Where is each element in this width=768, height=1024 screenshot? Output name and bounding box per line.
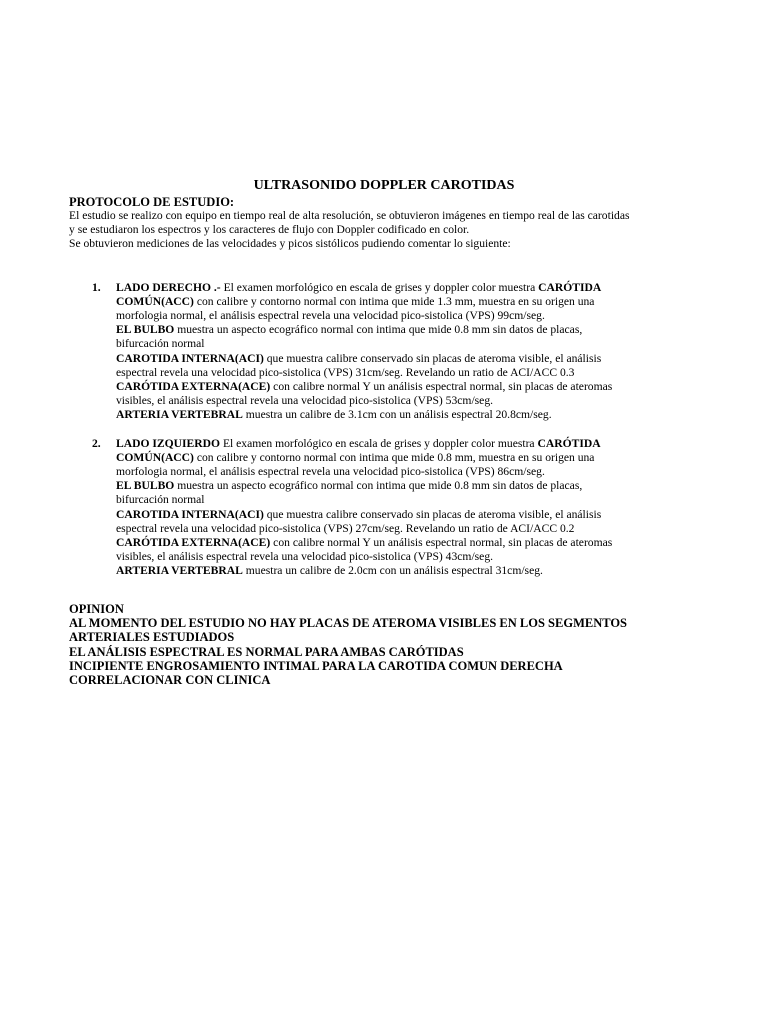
intro-line: y se estudiaron los espectros y los caracteres de flujo con Doppler codificado en color.: [69, 223, 470, 237]
finding-line: espectral revela una velocidad pico-sistolica (VPS) 31cm/seg. Revelando un ratio de ACI/ACC 0.3: [116, 365, 575, 379]
vessel-label: COMÚN(ACC): [116, 294, 194, 308]
finding-line: [116, 437, 699, 451]
finding-line: [116, 323, 699, 337]
finding-text: con calibre normal Y un análisis espectral normal, sin placas de ateromas: [270, 380, 613, 394]
finding-line: [116, 564, 699, 578]
finding-text: que muestra calibre conservado sin placas de ateroma visible, el análisis: [263, 351, 602, 365]
vessel-label: CARÓTIDA: [538, 280, 602, 294]
finding-text: muestra un aspecto ecográfico normal con intima que mide 0.8 mm sin datos de placas,: [174, 479, 583, 493]
vessel-label: COMÚN(ACC): [116, 450, 194, 464]
finding-line: [116, 352, 699, 366]
vessel-label: ARTERIA VERTEBRAL: [116, 564, 243, 578]
finding-text: El examen morfológico en escala de grises y doppler color muestra: [220, 280, 539, 294]
opinion-section: [69, 602, 699, 688]
vessel-label: CARÓTIDA EXTERNA(ACE): [116, 380, 271, 394]
finding-line: visibles, el análisis espectral revela una velocidad pico-sistolica (VPS) 53cm/seg.: [116, 394, 494, 408]
finding-line: [116, 281, 699, 295]
finding-line: [116, 295, 699, 309]
finding-line: [116, 508, 699, 522]
finding-line: bifurcación normal: [116, 337, 205, 351]
finding-line: [116, 408, 699, 422]
vessel-label: CARÓTIDA EXTERNA(ACE): [116, 536, 271, 550]
finding-line: [116, 536, 699, 550]
side-label: LADO DERECHO .-: [116, 280, 221, 294]
finding-text: muestra un calibre de 3.1cm con un análisis espectral 20.8cm/seg.: [242, 408, 552, 422]
finding-right-side: [69, 281, 699, 423]
opinion-heading: OPINION: [69, 601, 124, 616]
opinion-line: EL ANÁLISIS ESPECTRAL ES NORMAL PARA AMBAS CARÓTIDAS: [69, 644, 464, 659]
finding-line: morfologia normal, el análisis espectral revela una velocidad pico-sistolica (VPS) 99cm/seg.: [116, 309, 545, 323]
intro-line: El estudio se realizo con equipo en tiempo real de alta resolución, se obtuvieron imágenes en tiempo real de las carotidas: [69, 209, 630, 222]
finding-text: muestra un aspecto ecográfico normal con intima que mide 0.8 mm sin datos de placas,: [174, 323, 583, 337]
finding-left-side: [69, 437, 699, 579]
report-page: [69, 178, 699, 687]
finding-line: [116, 451, 699, 465]
opinion-line: AL MOMENTO DEL ESTUDIO NO HAY PLACAS DE ATEROMA VISIBLES EN LOS SEGMENTOS: [69, 615, 628, 630]
finding-text: con calibre normal Y un análisis espectral normal, sin placas de ateromas: [270, 536, 613, 550]
finding-line: espectral revela una velocidad pico-sistolica (VPS) 27cm/seg. Revelando un ratio de ACI/ACC 0.2: [116, 521, 575, 535]
finding-line: [116, 479, 699, 493]
finding-line: morfologia normal, el análisis espectral revela una velocidad pico-sistolica (VPS) 86cm/seg.: [116, 465, 545, 479]
finding-line: [116, 380, 699, 394]
finding-line: visibles, el análisis espectral revela una velocidad pico-sistolica (VPS) 43cm/seg.: [116, 550, 494, 564]
vessel-label: EL BULBO: [116, 323, 175, 337]
list-number: 2.: [92, 436, 101, 450]
finding-line: bifurcación normal: [116, 493, 205, 507]
list-number: 1.: [92, 280, 101, 294]
vessel-label: CAROTIDA INTERNA(ACI): [116, 351, 264, 365]
opinion-line: ARTERIALES ESTUDIADOS: [69, 630, 235, 645]
vessel-label: EL BULBO: [116, 479, 175, 493]
opinion-line: CORRELACIONAR CON CLINICA: [69, 673, 271, 688]
finding-text: con calibre y contorno normal con intima que mide 1.3 mm, muestra en su origen una: [193, 294, 595, 308]
vessel-label: CAROTIDA INTERNA(ACI): [116, 507, 264, 521]
vessel-label: CARÓTIDA: [537, 436, 601, 450]
side-label: LADO IZQUIERDO: [116, 436, 221, 450]
findings-list: [69, 281, 699, 579]
protocol-heading: PROTOCOLO DE ESTUDIO:: [69, 195, 235, 209]
finding-text: que muestra calibre conservado sin placas de ateroma visible, el análisis: [263, 507, 602, 521]
intro-paragraph: [69, 209, 699, 252]
document-title: ULTRASONIDO DOPPLER CAROTIDAS: [253, 178, 515, 193]
finding-text: muestra un calibre de 2.0cm con un análisis espectral 31cm/seg.: [242, 564, 543, 578]
intro-line: Se obtuvieron mediciones de las velocidades y picos sistólicos pudiendo comentar lo siguiente:: [69, 237, 511, 251]
finding-text: El examen morfológico en escala de grises y doppler color muestra: [220, 436, 538, 450]
vessel-label: ARTERIA VERTEBRAL: [116, 408, 243, 422]
finding-text: con calibre y contorno normal con intima que mide 0.8 mm, muestra en su origen una: [193, 450, 595, 464]
opinion-line: INCIPIENTE ENGROSAMIENTO INTIMAL PARA LA CAROTIDA COMUN DERECHA: [69, 658, 563, 673]
